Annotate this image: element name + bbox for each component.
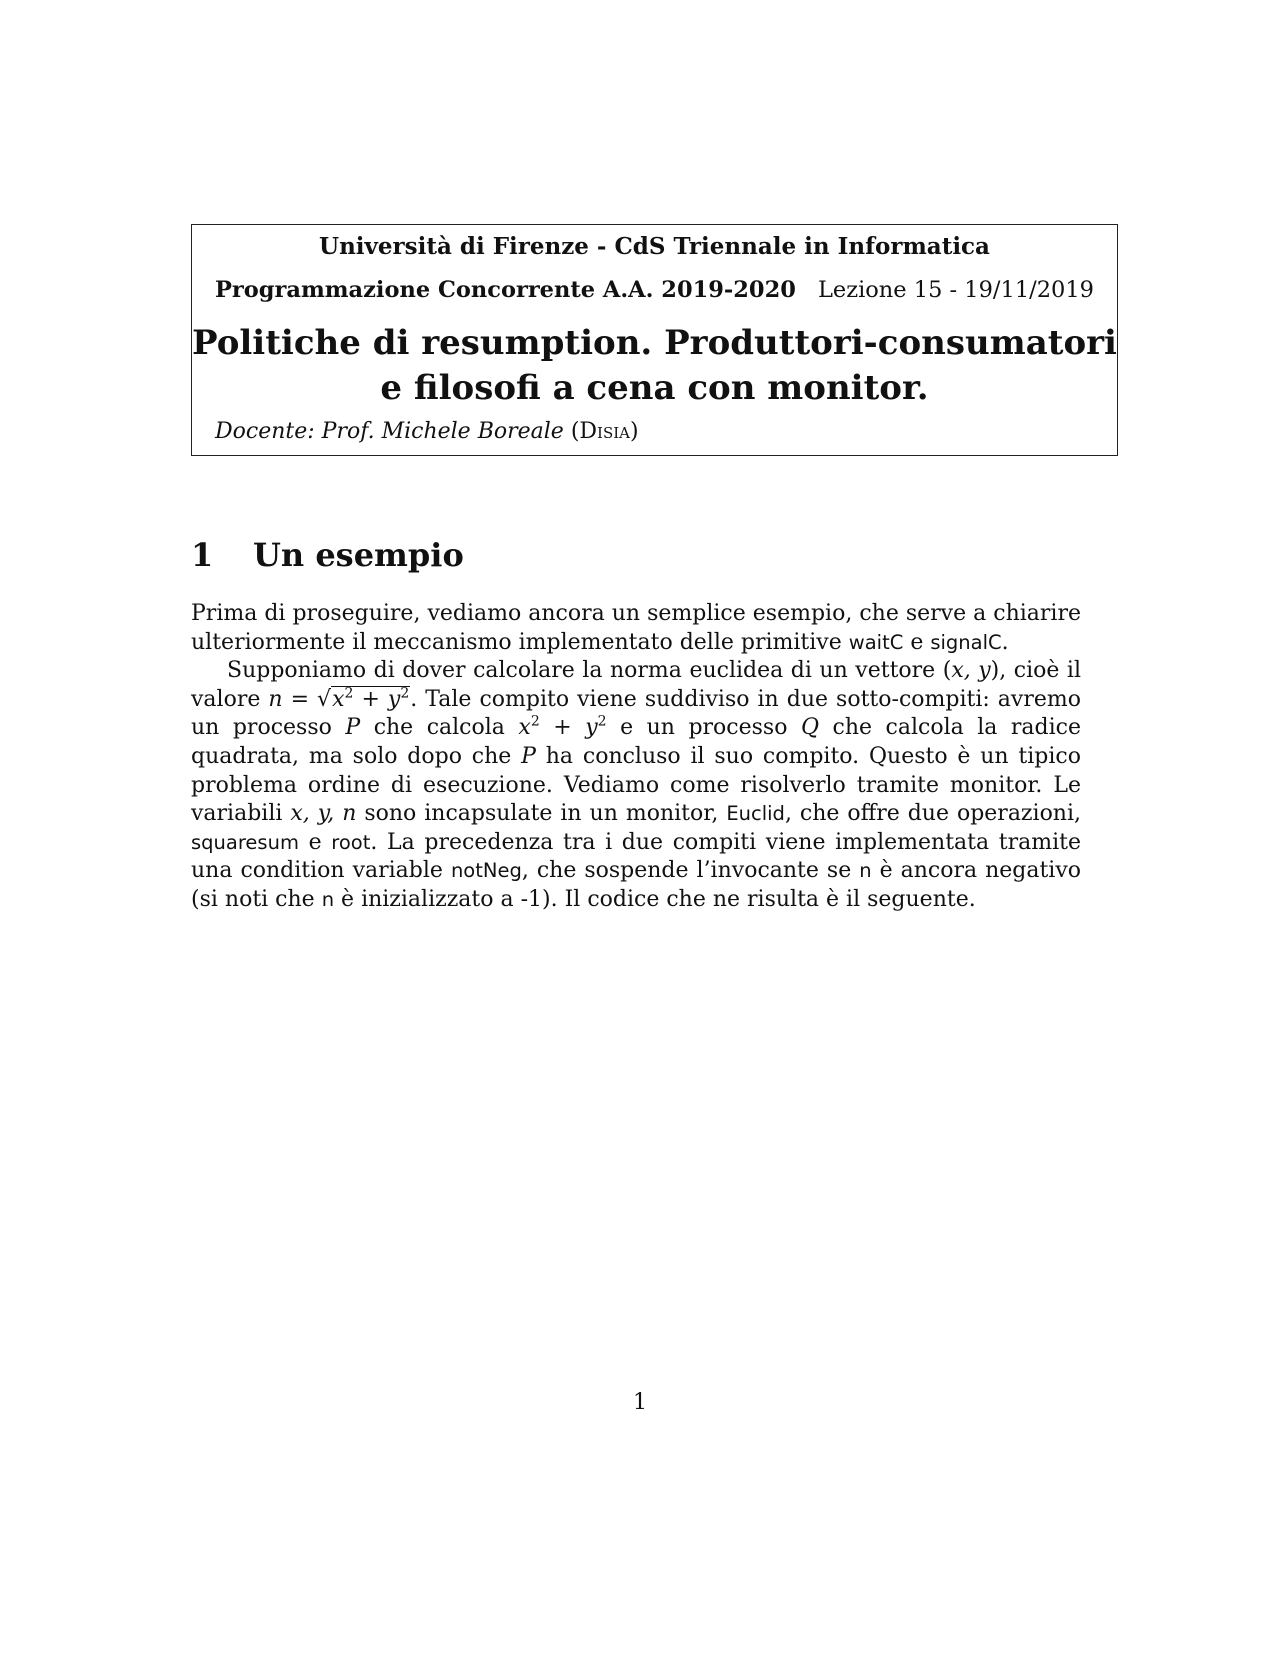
exponent: 2	[530, 714, 540, 731]
section-title: Un esempio	[253, 536, 464, 574]
code-waitC: waitC	[848, 630, 904, 654]
math-plus: +	[539, 715, 586, 741]
title-line-1: Politiche di resumption. Produttori-consumatori	[192, 323, 1117, 363]
text-run: e un processo	[606, 715, 801, 741]
math-xyn: x, y, n	[290, 801, 357, 827]
math-Q: Q	[800, 715, 820, 741]
text-run: è ancora negativo (si noti che	[191, 858, 1082, 912]
math-P: P	[521, 743, 536, 769]
math-x: x	[518, 715, 531, 741]
body-text	[191, 600, 1081, 915]
exponent: 2	[400, 685, 410, 702]
teacher-label: Docente: Prof. Michele Boreale	[215, 419, 564, 444]
text-run: e	[903, 629, 931, 655]
exponent: 2	[344, 685, 354, 702]
page-number: 1	[633, 1390, 647, 1415]
code-notNeg: notNeg	[450, 859, 522, 883]
math-plus: +	[353, 686, 388, 712]
text-run: e	[298, 829, 332, 855]
text-run: . La precedenza tra i due compiti viene implementata tramite una condition variable	[191, 829, 1081, 884]
teacher-line	[215, 419, 639, 444]
course-name: Programmazione Concorrente A.A. 2019-2020	[215, 277, 796, 303]
math-y: y	[585, 715, 598, 741]
text-run: che calcola la radice quadrata, ma solo dopo che	[191, 715, 1082, 769]
code-root: root	[331, 830, 371, 854]
math-P: P	[345, 715, 361, 741]
page-title	[192, 321, 1117, 411]
math-x: x	[332, 686, 345, 712]
math-n: n	[268, 686, 283, 712]
text-run: .	[1001, 629, 1009, 655]
university-line: Università di Firenze - CdS Triennale in Informatica	[319, 233, 990, 260]
text-run: che calcola	[360, 715, 519, 741]
text-run: Prima di proseguire, vediamo ancora un semplice esempio, che serve a chiarire ulteriormente il meccanismo implementato delle primitive	[191, 601, 1081, 655]
text-run: è inizializzato a -1). Il codice che ne risulta è il seguente.	[334, 886, 976, 912]
section-heading	[191, 536, 464, 574]
code-n: n	[859, 859, 872, 883]
paragraph-2	[191, 657, 1081, 914]
title-line-2: e filosofi a cena con monitor.	[380, 368, 929, 408]
department-open: (	[570, 419, 580, 444]
department: Disia	[579, 419, 631, 444]
sqrt-expression	[331, 686, 410, 712]
text-run: Supponiamo di dover calcolare la norma euclidea di un vettore (	[227, 658, 952, 684]
exponent: 2	[597, 714, 607, 731]
text-run: ha concluso il suo compito. Questo è un tipico problema ordine di esecuzione. Vediamo come risolverlo tramite monitor. Le variabili	[191, 743, 1081, 827]
code-n: n	[321, 887, 335, 911]
header-box	[191, 224, 1118, 456]
code-signalC: signalC	[930, 630, 1002, 654]
lecture-info: Lezione 15 - 19/11/2019	[817, 277, 1094, 303]
text-run: . Tale compito viene suddiviso in due sotto-compiti: avremo un processo	[191, 686, 1081, 741]
text-run: ), cioè il valore	[191, 658, 1081, 712]
text-run: sono incapsulate in un monitor,	[356, 801, 727, 827]
section-number: 1	[191, 536, 214, 574]
department-close: )	[630, 419, 639, 444]
text-run: , che offre due operazioni,	[784, 801, 1082, 827]
code-Euclid: Euclid	[726, 802, 785, 826]
paragraph-1	[191, 600, 1081, 657]
math-eq-sqrt: = √	[282, 686, 332, 712]
text-run: , che sospende l’invocante se	[521, 858, 860, 884]
code-squaresum: squaresum	[191, 830, 299, 854]
math-xy: x, y	[951, 658, 991, 684]
math-y: y	[387, 686, 401, 712]
